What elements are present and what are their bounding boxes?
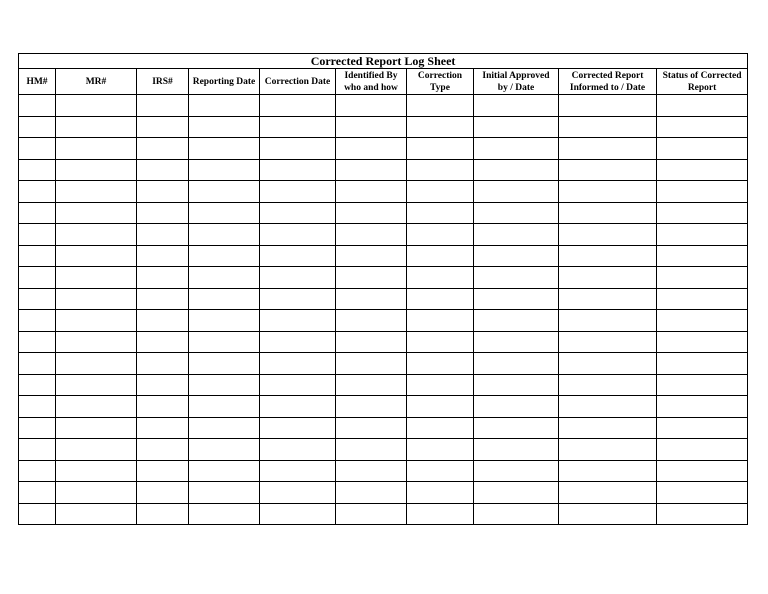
table-cell[interactable] bbox=[657, 353, 748, 375]
table-cell[interactable] bbox=[189, 310, 260, 332]
table-cell[interactable] bbox=[189, 138, 260, 160]
table-cell[interactable] bbox=[260, 460, 336, 482]
table-cell[interactable] bbox=[657, 245, 748, 267]
table-cell[interactable] bbox=[137, 310, 189, 332]
table-cell[interactable] bbox=[474, 95, 559, 117]
table-cell[interactable] bbox=[189, 460, 260, 482]
table-cell[interactable] bbox=[407, 482, 474, 504]
table-cell[interactable] bbox=[56, 353, 137, 375]
table-cell[interactable] bbox=[336, 396, 407, 418]
table-cell[interactable] bbox=[260, 159, 336, 181]
table-cell[interactable] bbox=[559, 181, 657, 203]
table-cell[interactable] bbox=[56, 138, 137, 160]
table-cell[interactable] bbox=[56, 503, 137, 525]
table-cell[interactable] bbox=[189, 374, 260, 396]
table-cell[interactable] bbox=[336, 503, 407, 525]
table-cell[interactable] bbox=[657, 396, 748, 418]
table-cell[interactable] bbox=[56, 95, 137, 117]
table-cell[interactable] bbox=[559, 374, 657, 396]
table-row bbox=[19, 396, 748, 418]
table-cell[interactable] bbox=[657, 331, 748, 353]
table-cell[interactable] bbox=[19, 116, 56, 138]
table-cell[interactable] bbox=[56, 417, 137, 439]
table-cell[interactable] bbox=[559, 310, 657, 332]
table-cell[interactable] bbox=[19, 482, 56, 504]
table-cell[interactable] bbox=[474, 310, 559, 332]
table-cell[interactable] bbox=[260, 202, 336, 224]
table-cell[interactable] bbox=[189, 95, 260, 117]
table-cell[interactable] bbox=[137, 396, 189, 418]
table-cell[interactable] bbox=[559, 331, 657, 353]
table-cell[interactable] bbox=[19, 202, 56, 224]
table-cell[interactable] bbox=[260, 396, 336, 418]
table-cell[interactable] bbox=[407, 267, 474, 289]
table-cell[interactable] bbox=[189, 159, 260, 181]
table-cell[interactable] bbox=[657, 288, 748, 310]
table-cell[interactable] bbox=[559, 396, 657, 418]
table-cell[interactable] bbox=[407, 95, 474, 117]
table-cell[interactable] bbox=[657, 138, 748, 160]
table-cell[interactable] bbox=[336, 95, 407, 117]
table-row bbox=[19, 95, 748, 117]
table-row bbox=[19, 460, 748, 482]
table-cell[interactable] bbox=[474, 224, 559, 246]
table-cell[interactable] bbox=[137, 202, 189, 224]
table-cell[interactable] bbox=[657, 202, 748, 224]
table-cell[interactable] bbox=[559, 159, 657, 181]
table-cell[interactable] bbox=[559, 95, 657, 117]
table-row bbox=[19, 116, 748, 138]
table-cell[interactable] bbox=[336, 159, 407, 181]
table-cell[interactable] bbox=[336, 331, 407, 353]
table-row bbox=[19, 288, 748, 310]
table-cell[interactable] bbox=[559, 417, 657, 439]
table-cell[interactable] bbox=[559, 460, 657, 482]
table-cell[interactable] bbox=[474, 503, 559, 525]
table-cell[interactable] bbox=[336, 439, 407, 461]
corrected-report-log-table bbox=[18, 53, 748, 525]
table-cell[interactable] bbox=[56, 181, 137, 203]
header-mr: MR# bbox=[56, 69, 137, 95]
table-cell[interactable] bbox=[189, 224, 260, 246]
table-cell[interactable] bbox=[56, 331, 137, 353]
table-cell[interactable] bbox=[474, 396, 559, 418]
table-cell[interactable] bbox=[137, 482, 189, 504]
table-cell[interactable] bbox=[260, 482, 336, 504]
table-row bbox=[19, 224, 748, 246]
table-cell[interactable] bbox=[56, 396, 137, 418]
table-cell[interactable] bbox=[407, 503, 474, 525]
table-cell[interactable] bbox=[137, 353, 189, 375]
table-cell[interactable] bbox=[56, 310, 137, 332]
table-cell[interactable] bbox=[336, 245, 407, 267]
header-status: Status of Corrected Report bbox=[657, 69, 748, 95]
table-cell[interactable] bbox=[137, 116, 189, 138]
table-cell[interactable] bbox=[189, 503, 260, 525]
table-cell[interactable] bbox=[407, 417, 474, 439]
table-cell[interactable] bbox=[407, 439, 474, 461]
header-corrected-report-informed: Corrected Report Informed to / Date bbox=[559, 69, 657, 95]
table-cell[interactable] bbox=[407, 138, 474, 160]
table-cell[interactable] bbox=[336, 202, 407, 224]
table-cell[interactable] bbox=[336, 310, 407, 332]
table-cell[interactable] bbox=[260, 245, 336, 267]
table-cell[interactable] bbox=[336, 181, 407, 203]
table-cell[interactable] bbox=[137, 331, 189, 353]
table-cell[interactable] bbox=[336, 374, 407, 396]
table-cell[interactable] bbox=[474, 374, 559, 396]
table-cell[interactable] bbox=[137, 439, 189, 461]
table-cell[interactable] bbox=[407, 245, 474, 267]
table-cell[interactable] bbox=[474, 331, 559, 353]
log-body bbox=[19, 95, 748, 525]
table-cell[interactable] bbox=[19, 245, 56, 267]
table-cell[interactable] bbox=[189, 353, 260, 375]
table-cell[interactable] bbox=[189, 116, 260, 138]
table-cell[interactable] bbox=[474, 288, 559, 310]
table-cell[interactable] bbox=[137, 417, 189, 439]
table-cell[interactable] bbox=[559, 482, 657, 504]
table-cell[interactable] bbox=[189, 396, 260, 418]
table-cell[interactable] bbox=[474, 460, 559, 482]
table-row bbox=[19, 245, 748, 267]
table-cell[interactable] bbox=[559, 224, 657, 246]
table-cell[interactable] bbox=[407, 181, 474, 203]
table-cell[interactable] bbox=[19, 439, 56, 461]
header-correction-type: Correction Type bbox=[407, 69, 474, 95]
table-cell[interactable] bbox=[260, 288, 336, 310]
table-row bbox=[19, 159, 748, 181]
table-cell[interactable] bbox=[657, 460, 748, 482]
table-cell[interactable] bbox=[137, 181, 189, 203]
table-cell[interactable] bbox=[137, 288, 189, 310]
table-cell[interactable] bbox=[657, 181, 748, 203]
table-cell[interactable] bbox=[474, 138, 559, 160]
table-cell[interactable] bbox=[336, 460, 407, 482]
table-cell[interactable] bbox=[336, 138, 407, 160]
table-cell[interactable] bbox=[56, 288, 137, 310]
table-cell[interactable] bbox=[407, 374, 474, 396]
table-cell[interactable] bbox=[19, 353, 56, 375]
table-row bbox=[19, 331, 748, 353]
table-row bbox=[19, 267, 748, 289]
table-cell[interactable] bbox=[559, 202, 657, 224]
table-cell[interactable] bbox=[189, 267, 260, 289]
table-cell[interactable] bbox=[19, 374, 56, 396]
table-cell[interactable] bbox=[657, 439, 748, 461]
table-cell[interactable] bbox=[657, 374, 748, 396]
table-cell[interactable] bbox=[260, 181, 336, 203]
table-cell[interactable] bbox=[657, 417, 748, 439]
table-cell[interactable] bbox=[137, 95, 189, 117]
table-cell[interactable] bbox=[407, 288, 474, 310]
table-cell[interactable] bbox=[260, 116, 336, 138]
table-row bbox=[19, 503, 748, 525]
table-cell[interactable] bbox=[260, 439, 336, 461]
table-cell[interactable] bbox=[657, 116, 748, 138]
table-cell[interactable] bbox=[189, 181, 260, 203]
table-cell[interactable] bbox=[137, 460, 189, 482]
table-cell[interactable] bbox=[559, 116, 657, 138]
table-cell[interactable] bbox=[407, 159, 474, 181]
table-cell[interactable] bbox=[19, 95, 56, 117]
table-cell[interactable] bbox=[56, 116, 137, 138]
table-row bbox=[19, 439, 748, 461]
table-cell[interactable] bbox=[56, 482, 137, 504]
table-cell[interactable] bbox=[56, 245, 137, 267]
table-cell[interactable] bbox=[19, 460, 56, 482]
table-cell[interactable] bbox=[189, 417, 260, 439]
table-cell[interactable] bbox=[260, 138, 336, 160]
table-row bbox=[19, 482, 748, 504]
table-row bbox=[19, 181, 748, 203]
sheet-title: Corrected Report Log Sheet bbox=[19, 54, 748, 69]
table-cell[interactable] bbox=[407, 310, 474, 332]
table-cell[interactable] bbox=[407, 202, 474, 224]
table-cell[interactable] bbox=[19, 267, 56, 289]
table-cell[interactable] bbox=[19, 181, 56, 203]
table-cell[interactable] bbox=[474, 245, 559, 267]
table-cell[interactable] bbox=[137, 224, 189, 246]
table-cell[interactable] bbox=[56, 439, 137, 461]
header-irs: IRS# bbox=[137, 69, 189, 95]
table-cell[interactable] bbox=[474, 439, 559, 461]
table-cell[interactable] bbox=[56, 202, 137, 224]
table-cell[interactable] bbox=[559, 245, 657, 267]
table-cell[interactable] bbox=[189, 202, 260, 224]
table-cell[interactable] bbox=[559, 439, 657, 461]
table-cell[interactable] bbox=[474, 181, 559, 203]
header-reporting-date: Reporting Date bbox=[189, 69, 260, 95]
table-cell[interactable] bbox=[19, 396, 56, 418]
table-cell[interactable] bbox=[474, 159, 559, 181]
table-cell[interactable] bbox=[474, 267, 559, 289]
table-cell[interactable] bbox=[189, 331, 260, 353]
table-cell[interactable] bbox=[137, 159, 189, 181]
table-cell[interactable] bbox=[407, 460, 474, 482]
table-cell[interactable] bbox=[260, 353, 336, 375]
table-cell[interactable] bbox=[19, 331, 56, 353]
table-cell[interactable] bbox=[559, 138, 657, 160]
table-cell[interactable] bbox=[559, 267, 657, 289]
header-hm: HM# bbox=[19, 69, 56, 95]
table-row bbox=[19, 374, 748, 396]
table-row bbox=[19, 353, 748, 375]
table-cell[interactable] bbox=[19, 417, 56, 439]
table-cell[interactable] bbox=[260, 503, 336, 525]
table-cell[interactable] bbox=[407, 396, 474, 418]
table-cell[interactable] bbox=[56, 159, 137, 181]
table-cell[interactable] bbox=[137, 374, 189, 396]
table-cell[interactable] bbox=[260, 95, 336, 117]
table-cell[interactable] bbox=[407, 331, 474, 353]
table-cell[interactable] bbox=[657, 224, 748, 246]
table-row bbox=[19, 138, 748, 160]
table-cell[interactable] bbox=[336, 267, 407, 289]
table-row bbox=[19, 417, 748, 439]
table-cell[interactable] bbox=[407, 353, 474, 375]
table-cell[interactable] bbox=[260, 417, 336, 439]
table-cell[interactable] bbox=[657, 310, 748, 332]
table-cell[interactable] bbox=[137, 245, 189, 267]
header-row bbox=[19, 69, 748, 95]
table-cell[interactable] bbox=[407, 116, 474, 138]
table-cell[interactable] bbox=[56, 224, 137, 246]
table-cell[interactable] bbox=[189, 439, 260, 461]
table-cell[interactable] bbox=[657, 95, 748, 117]
table-cell[interactable] bbox=[260, 267, 336, 289]
header-identified-by: Identified By who and how bbox=[336, 69, 407, 95]
table-cell[interactable] bbox=[19, 224, 56, 246]
table-cell[interactable] bbox=[559, 503, 657, 525]
table-cell[interactable] bbox=[189, 288, 260, 310]
table-cell[interactable] bbox=[260, 310, 336, 332]
table-cell[interactable] bbox=[657, 159, 748, 181]
header-initial-approved: Initial Approved by / Date bbox=[474, 69, 559, 95]
table-cell[interactable] bbox=[260, 374, 336, 396]
table-cell[interactable] bbox=[137, 138, 189, 160]
table-cell[interactable] bbox=[19, 503, 56, 525]
table-cell[interactable] bbox=[336, 482, 407, 504]
table-cell[interactable] bbox=[474, 353, 559, 375]
table-cell[interactable] bbox=[137, 503, 189, 525]
table-cell[interactable] bbox=[56, 267, 137, 289]
table-cell[interactable] bbox=[260, 331, 336, 353]
table-cell[interactable] bbox=[474, 482, 559, 504]
table-cell[interactable] bbox=[189, 245, 260, 267]
table-cell[interactable] bbox=[474, 116, 559, 138]
table-cell[interactable] bbox=[474, 417, 559, 439]
table-cell[interactable] bbox=[19, 138, 56, 160]
table-cell[interactable] bbox=[336, 353, 407, 375]
table-cell[interactable] bbox=[137, 267, 189, 289]
table-cell[interactable] bbox=[474, 202, 559, 224]
table-cell[interactable] bbox=[189, 482, 260, 504]
table-cell[interactable] bbox=[407, 224, 474, 246]
table-cell[interactable] bbox=[559, 288, 657, 310]
table-cell[interactable] bbox=[56, 374, 137, 396]
table-cell[interactable] bbox=[559, 353, 657, 375]
table-cell[interactable] bbox=[657, 482, 748, 504]
table-cell[interactable] bbox=[336, 224, 407, 246]
table-cell[interactable] bbox=[19, 159, 56, 181]
table-cell[interactable] bbox=[336, 288, 407, 310]
header-correction-date: Correction Date bbox=[260, 69, 336, 95]
table-row bbox=[19, 202, 748, 224]
table-cell[interactable] bbox=[336, 116, 407, 138]
title-row bbox=[19, 54, 748, 69]
table-cell[interactable] bbox=[56, 460, 137, 482]
table-cell[interactable] bbox=[260, 224, 336, 246]
table-cell[interactable] bbox=[336, 417, 407, 439]
table-cell[interactable] bbox=[19, 288, 56, 310]
table-cell[interactable] bbox=[657, 267, 748, 289]
table-cell[interactable] bbox=[19, 310, 56, 332]
table-cell[interactable] bbox=[657, 503, 748, 525]
table-row bbox=[19, 310, 748, 332]
